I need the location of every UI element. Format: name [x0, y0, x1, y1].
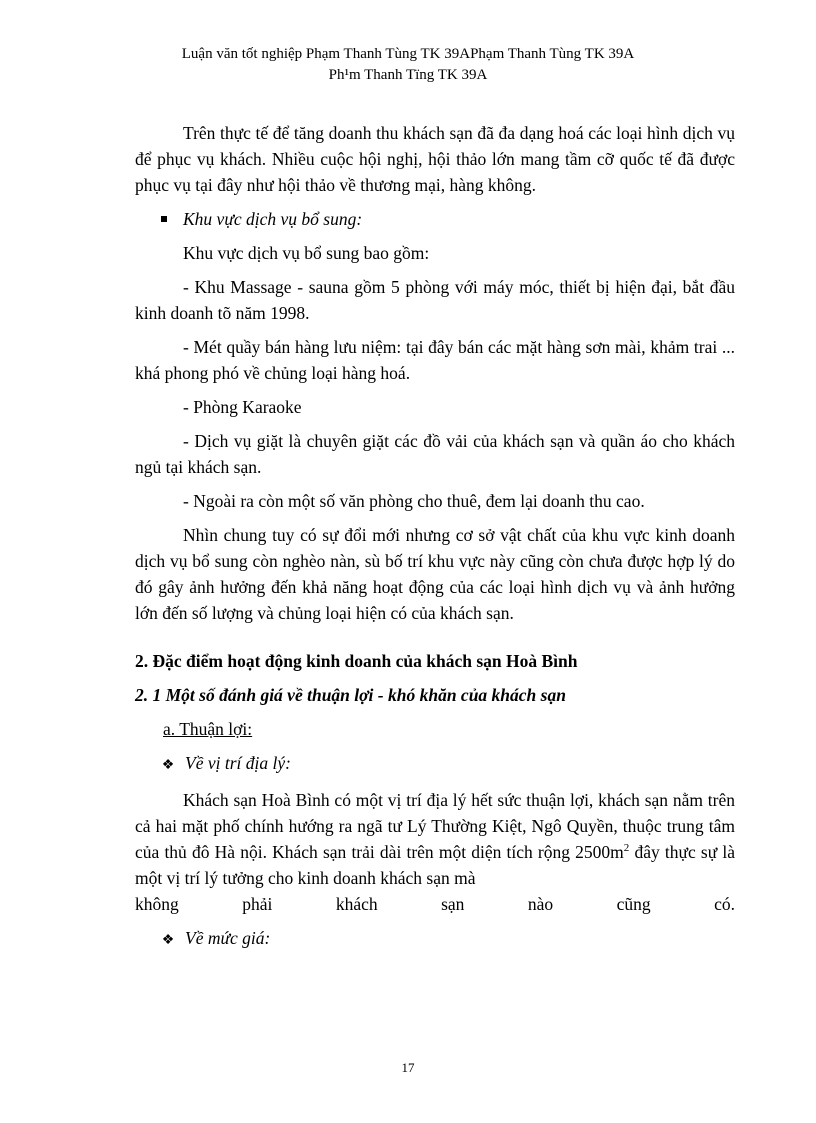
bullet-heading-text: Khu vực dịch vụ bổ sung:	[183, 209, 363, 229]
bullet-location	[135, 750, 735, 779]
bullet-supplementary-services	[135, 206, 735, 232]
paragraph-souvenir: - Mét quầy bán hàng lưu niệm: tại đây bán các mặt hàng sơn mài, khảm trai ... khá phong phó về chủng loại hàng hoá.	[135, 337, 735, 383]
subheading-a-wrapper	[135, 716, 735, 742]
paragraph-laundry: - Dịch vụ giặt là chuyên giặt các đồ vải của khách sạn và quần áo cho khách ngủ tại khách sạn.	[135, 431, 735, 477]
section-heading-2: 2. Đặc điểm hoạt động kinh doanh của khách sạn Hoà Bình	[135, 651, 578, 671]
bullet-price-text: Về mức giá:	[185, 928, 271, 948]
superscript-2: 2	[623, 842, 630, 855]
paragraph-location-text: Khách sạn Hoà Bình có một vị trí địa lý hết sức thuận lợi, khách sạn nằm trên cả hai mặt phố chính hướng ra ngã tư Lý Thường Kiệt, Ngô Quyền, thuộc trung tâm của thủ đô Hà nội. Khách sạn trải dài trên một diện tích rộng 2500m	[135, 790, 735, 862]
paragraph-intro: Trên thực tế để tăng doanh thu khách sạn đã đa dạng hoá các loại hình dịch vụ để phục vụ khách. Nhiều cuộc hội nghị, hội thảo lớn mang tầm cỡ quốc tế đã được phục vụ tại đây như hội thảo về thương mại, hàng không.	[135, 123, 735, 195]
header-line-2: Ph¹m Thanh Tïng TK 39A	[328, 67, 488, 83]
paragraph-offices: - Ngoài ra còn một số văn phòng cho thuê, đem lại doanh thu cao.	[183, 491, 645, 511]
subheading-advantages: a. Thuận lợi:	[163, 719, 253, 739]
bullet-price	[135, 925, 735, 954]
square-bullet-icon	[161, 216, 167, 222]
section-heading-2-1: 2. 1 Một số đánh giá về thuận lợi - khó khăn của khách sạn	[135, 685, 566, 705]
page-header	[0, 44, 816, 86]
paragraph-massage: - Khu Massage - sauna gồm 5 phòng với máy móc, thiết bị hiện đại, bắt đầu kinh doanh tõ năm 1998.	[135, 277, 735, 323]
paragraph-overview: Nhìn chung tuy có sự đổi mới nhưng cơ sở vật chất của khu vực kinh doanh dịch vụ bổ sung còn nghèo nàn, sù bố trí khu vực này cũng còn chưa được hợp lý do đó gây ảnh hưởng đến khả năng hoạt động của các loại hình dịch vụ và ảnh hưởng lớn đến số lượng và chủng loại hiện có của khách sạn.	[135, 525, 735, 623]
diamond-bullet-icon: ❖	[161, 758, 175, 773]
bullet-location-text: Về vị trí địa lý:	[185, 753, 291, 773]
paragraph-location-cont: đây thực sự là một vị trí lý tưởng cho kinh doanh khách sạn mà	[135, 842, 735, 888]
paragraph-karaoke: - Phòng Karaoke	[183, 397, 302, 417]
paragraph-location	[135, 787, 735, 891]
page-number: 17	[401, 1060, 415, 1075]
document-body	[135, 120, 735, 954]
diamond-bullet-icon: ❖	[161, 933, 175, 948]
paragraph-location-last-line: không phải khách sạn nào cũng có.	[135, 894, 735, 914]
header-line-1: Luận văn tốt nghiệp Phạm Thanh Tùng TK 39APhạm Thanh Tùng TK 39A	[181, 46, 635, 62]
paragraph-services-include: Khu vực dịch vụ bổ sung bao gồm:	[183, 243, 430, 263]
